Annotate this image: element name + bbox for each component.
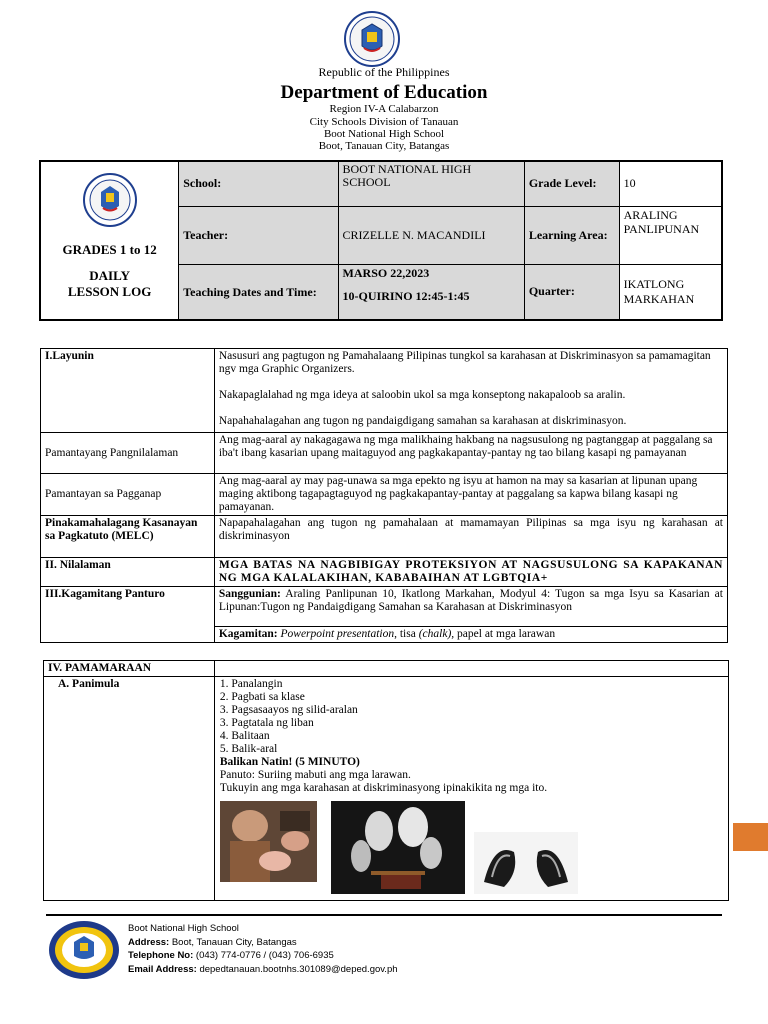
department-title: Department of Education — [280, 82, 488, 103]
dates-value — [338, 264, 524, 320]
footer-address-label: Address: — [128, 936, 170, 948]
nilalaman-label: II. Nilalaman — [41, 558, 215, 587]
school-logo — [48, 920, 120, 980]
sanggunian-cell — [214, 587, 727, 627]
school-label: School: — [179, 161, 338, 206]
pagganap-label: Pamantayan sa Pagganap — [41, 474, 215, 516]
layunin-label: I.Layunin — [41, 349, 215, 433]
footer-school: Boot National High School — [128, 923, 239, 934]
kagamitan-italic-2: (chalk), — [418, 628, 455, 640]
step-5: 4. Balitaan — [219, 730, 270, 742]
pangnilalaman-text: Ang mag-aaral ay nakagagawa ng mga malikhaing hakbang na nagsusulong ng pagtanggap at paggalang sa iba't ibang kasarian upang maitaguyod ang pagkakapantay-pantay ng tao bilang kasapi ng pamayanan — [214, 433, 727, 474]
kagamitan-end: papel at mga larawan — [454, 628, 556, 640]
foot-binding-photo-1 — [220, 801, 317, 882]
area-label: Learning Area: — [524, 206, 619, 264]
foot-binding-photo-2 — [331, 801, 465, 894]
footer-email-label: Email Address: — [128, 963, 197, 975]
sanggunian-label: Sanggunian: — [218, 588, 281, 600]
layunin-text-2: Nakapaglalahad ng mga ideya at saloobin ukol sa mga konseptong nakapaloob sa aralin. — [218, 389, 626, 401]
footer-divider — [46, 914, 722, 916]
kagamitan-sub-label: Kagamitan: — [218, 628, 278, 640]
lesson-table — [40, 348, 728, 643]
grades-cell — [40, 161, 179, 320]
footer-telephone-line — [128, 949, 398, 963]
kagamitan-label: III.Kagamitang Panturo — [41, 587, 215, 643]
balikan-heading: Balikan Natin! (5 MINUTO) — [219, 756, 360, 768]
procedure-label: IV. PAMAMARAAN — [44, 661, 215, 677]
panuto-text: Panuto: Suriing mabuti ang mga larawan. — [219, 769, 411, 781]
deped-seal-small — [78, 172, 142, 228]
pangnilalaman-label: Pamantayang Pangnilalaman — [41, 433, 215, 474]
dates-label: Teaching Dates and Time: — [179, 264, 338, 320]
kagamitan-italic-1: Powerpoint presentation — [280, 628, 395, 640]
region-text: Region IV-A Calabarzon — [329, 103, 439, 115]
quarter-label: Quarter: — [524, 264, 619, 320]
tukuyin-text: Tukuyin ang mga karahasan at diskriminasyong ipinakikita ng mga ito. — [219, 782, 548, 794]
footer-telephone: (043) 774-0776 / (043) 706-6935 — [195, 950, 334, 961]
deped-seal-top — [338, 10, 406, 68]
info-table — [39, 160, 723, 321]
footer-email[interactable]: depedtanauan.bootnhs.301089@deped.gov.ph — [199, 963, 398, 975]
teacher-value: CRIZELLE N. MACANDILI — [338, 206, 524, 264]
division-text: City Schools Division of Tanauan — [309, 116, 459, 128]
dates-value-1: MARSO 22,2023 — [342, 265, 430, 280]
melc-text: Napapahalagahan ang tugon ng pamahalaan at mamamayan Pilipinas sa mga isyu ng karahasan at diskriminasyon — [214, 516, 727, 558]
footer-block — [128, 922, 398, 976]
teacher-label: Teacher: — [179, 206, 338, 264]
panimula-label: A. Panimula — [44, 677, 215, 901]
foot-xray-photo — [474, 832, 578, 894]
grade-label: Grade Level: — [524, 161, 619, 206]
area-value: ARALING PANLIPUNAN — [619, 206, 722, 264]
dll-label: DAILY LESSON LOG — [67, 268, 152, 299]
republic-text: Republic of the Philippines — [318, 65, 450, 79]
procedure-empty-cell — [214, 661, 728, 677]
school-value: BOOT NATIONAL HIGH SCHOOL — [338, 161, 524, 206]
grade-value: 10 — [619, 161, 722, 206]
footer-address: Boot, Tanauan City, Batangas — [171, 936, 297, 948]
step-2: 2. Pagbati sa klase — [219, 691, 305, 703]
step-1: 1. Panalangin — [219, 678, 283, 690]
melc-label: Pinakamahalagang Kasanayan sa Pagkatuto (MELC) — [41, 516, 215, 558]
footer-telephone-label: Telephone No: — [128, 950, 194, 961]
step-4: 3. Pagtatala ng liban — [219, 717, 314, 729]
layunin-text-3: Napahahalagahan ang tugon ng pandaigdigang samahan sa karahasan at diskriminasyon. — [218, 415, 627, 427]
kagamitan-cell — [214, 627, 727, 643]
sanggunian-text: Araling Panlipunan 10, Ikatlong Markahan, Modyul 4: Tugon sa mga Isyu sa Kasarian at Lipunan:Tugon ng Pandaigdigang Samahan sa Karahasan at Diskriminasyon — [218, 588, 723, 613]
layunin-cell — [214, 349, 727, 433]
footer-address-line — [128, 936, 398, 950]
layunin-text-1: Nasusuri ang pagtugon ng Pamahalaang Pilipinas tungkol sa karahasan at Diskriminasyon sa pamamagitan ngv mga Graphic Organizers. — [218, 350, 711, 375]
pagganap-text: Ang mag-aaral ay may pag-unawa sa mga epekto ng isyu at hamon na may sa kasarian at lipunan upang maging aktibong tagapagtaguyod ng pagkakapantay-pantay at paggalang sa kapwa bilang kasapi ng pamayanan. — [214, 474, 727, 516]
kagamitan-mid: , tisa — [394, 628, 419, 640]
nilalaman-text: MGA BATAS NA NAGBIBIGAY PROTEKSIYON AT NAGSUSULONG SA KAPAKANAN NG MGA KALALAKIHAN, KABABAIHAN AT LGBTQIA+ — [214, 558, 727, 587]
school-text: Boot National High School — [323, 128, 445, 140]
step-6: 5. Balik-aral — [219, 743, 278, 755]
address-text: Boot, Tanauan City, Batangas — [318, 140, 450, 152]
quarter-value: IKATLONG MARKAHAN — [619, 264, 722, 320]
step-3: 3. Pagsasaayos ng silid-aralan — [219, 704, 358, 716]
dates-value-2: 10-QUIRINO 12:45-1:45 — [342, 288, 470, 303]
grades-label: GRADES 1 to 12 — [62, 242, 157, 257]
footer-email-line — [128, 963, 398, 977]
side-tab[interactable] — [733, 823, 768, 851]
